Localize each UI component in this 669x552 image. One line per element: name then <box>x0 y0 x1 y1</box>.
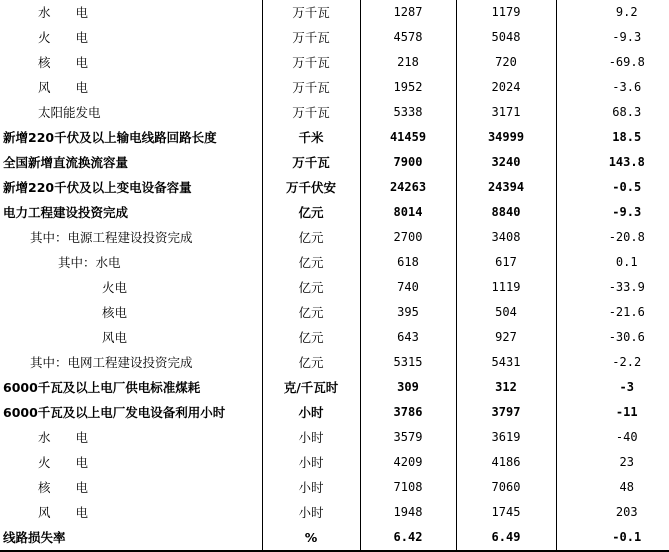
table-row <box>0 50 669 75</box>
row-label: 风电 <box>102 330 128 345</box>
table-row <box>0 225 669 250</box>
row-label: 火 电 <box>38 30 89 45</box>
change-percent: -3 <box>556 375 669 400</box>
value-previous: 3171 <box>456 100 556 125</box>
unit-cell: 万千瓦 <box>262 150 360 175</box>
row-label: 线路损失率 <box>0 525 262 551</box>
change-percent: -21.6 <box>556 300 669 325</box>
row-label: 核 电 <box>38 55 89 70</box>
value-previous: 1179 <box>456 0 556 25</box>
change-percent: -30.6 <box>556 325 669 350</box>
change-percent: -0.5 <box>556 175 669 200</box>
row-label: 新增220千伏及以上变电设备容量 <box>3 180 192 195</box>
value-previous: 720 <box>456 50 556 75</box>
unit-cell: 万千瓦 <box>262 0 360 25</box>
table-row <box>0 500 669 525</box>
unit-cell: % <box>262 525 360 551</box>
value-previous: 3240 <box>456 150 556 175</box>
value-previous: 7060 <box>456 475 556 500</box>
value-current: 4578 <box>360 25 456 50</box>
row-label: 太阳能发电 <box>38 105 101 120</box>
value-current: 218 <box>360 50 456 75</box>
value-previous: 6.49 <box>456 525 556 551</box>
value-current: 643 <box>360 325 456 350</box>
unit-cell: 万千伏安 <box>262 175 360 200</box>
value-previous: 5048 <box>456 25 556 50</box>
unit-cell: 亿元 <box>262 300 360 325</box>
unit-cell: 小时 <box>262 475 360 500</box>
value-current: 24263 <box>360 175 456 200</box>
change-percent: 9.2 <box>556 0 669 25</box>
value-current: 395 <box>360 300 456 325</box>
row-label: 火电 <box>102 280 128 295</box>
unit-cell: 万千瓦 <box>262 50 360 75</box>
unit-cell: 万千瓦 <box>262 75 360 100</box>
unit-cell: 小时 <box>262 450 360 475</box>
value-current: 618 <box>360 250 456 275</box>
row-label: 6000千瓦及以上电厂发电设备利用小时 <box>3 405 226 420</box>
table-row <box>0 250 669 275</box>
table-row <box>0 350 669 375</box>
change-percent: 18.5 <box>556 125 669 150</box>
row-label: 其中：电源工程建设投资完成 <box>30 230 193 245</box>
table-row <box>0 300 669 325</box>
row-label: 其中：水电 <box>58 255 121 270</box>
table-row <box>0 425 669 450</box>
unit-cell: 亿元 <box>262 225 360 250</box>
value-current: 1287 <box>360 0 456 25</box>
unit-cell: 小时 <box>262 500 360 525</box>
change-percent: -33.9 <box>556 275 669 300</box>
change-percent: -2.2 <box>556 350 669 375</box>
unit-cell: 亿元 <box>262 200 360 225</box>
value-current: 7108 <box>360 475 456 500</box>
table-row <box>0 100 669 125</box>
change-percent: 0.1 <box>556 250 669 275</box>
change-percent: -0.1 <box>556 525 669 551</box>
unit-cell: 小时 <box>262 425 360 450</box>
value-current: 309 <box>360 375 456 400</box>
value-previous: 927 <box>456 325 556 350</box>
unit-cell: 万千瓦 <box>262 25 360 50</box>
row-label: 其中：电网工程建设投资完成 <box>30 355 193 370</box>
row-label: 核 电 <box>38 480 89 495</box>
value-current: 3786 <box>360 400 456 425</box>
value-current: 5315 <box>360 350 456 375</box>
change-percent: 48 <box>556 475 669 500</box>
table-row <box>0 175 669 200</box>
unit-cell: 千米 <box>262 125 360 150</box>
value-previous: 5431 <box>456 350 556 375</box>
unit-cell: 亿元 <box>262 350 360 375</box>
table-row <box>0 200 669 225</box>
unit-cell: 亿元 <box>262 325 360 350</box>
row-label: 6000千瓦及以上电厂供电标准煤耗 <box>3 380 201 395</box>
value-previous: 504 <box>456 300 556 325</box>
value-current: 41459 <box>360 125 456 150</box>
unit-cell: 万千瓦 <box>262 100 360 125</box>
change-percent: 203 <box>556 500 669 525</box>
table-row <box>0 475 669 500</box>
row-label: 水 电 <box>38 5 89 20</box>
table-row <box>0 400 669 425</box>
unit-cell: 小时 <box>262 400 360 425</box>
value-current: 6.42 <box>360 525 456 551</box>
value-previous: 2024 <box>456 75 556 100</box>
table-row <box>0 125 669 150</box>
value-previous: 8840 <box>456 200 556 225</box>
unit-cell: 亿元 <box>262 250 360 275</box>
value-previous: 617 <box>456 250 556 275</box>
value-current: 3579 <box>360 425 456 450</box>
row-label: 全国新增直流换流容量 <box>3 155 129 170</box>
table-row <box>0 525 669 551</box>
change-percent: -9.3 <box>556 200 669 225</box>
table-row <box>0 375 669 400</box>
unit-cell: 克/千瓦时 <box>262 375 360 400</box>
unit-cell: 亿元 <box>262 275 360 300</box>
table-row <box>0 450 669 475</box>
value-previous: 1745 <box>456 500 556 525</box>
table-row <box>0 275 669 300</box>
value-previous: 312 <box>456 375 556 400</box>
table-row <box>0 0 669 25</box>
table-row <box>0 75 669 100</box>
value-current: 1952 <box>360 75 456 100</box>
value-current: 4209 <box>360 450 456 475</box>
change-percent: 68.3 <box>556 100 669 125</box>
value-previous: 1119 <box>456 275 556 300</box>
value-previous: 34999 <box>456 125 556 150</box>
row-label: 电力工程建设投资完成 <box>3 205 129 220</box>
change-percent: -20.8 <box>556 225 669 250</box>
change-percent: -9.3 <box>556 25 669 50</box>
change-percent: 23 <box>556 450 669 475</box>
value-previous: 4186 <box>456 450 556 475</box>
value-current: 7900 <box>360 150 456 175</box>
value-current: 8014 <box>360 200 456 225</box>
value-current: 5338 <box>360 100 456 125</box>
value-previous: 24394 <box>456 175 556 200</box>
table-row <box>0 25 669 50</box>
table-row <box>0 150 669 175</box>
row-label: 风 电 <box>38 505 89 520</box>
value-previous: 3797 <box>456 400 556 425</box>
value-current: 2700 <box>360 225 456 250</box>
change-percent: 143.8 <box>556 150 669 175</box>
table-row <box>0 325 669 350</box>
value-current: 1948 <box>360 500 456 525</box>
change-percent: -69.8 <box>556 50 669 75</box>
change-percent: -11 <box>556 400 669 425</box>
row-label: 水 电 <box>38 430 89 445</box>
change-percent: -40 <box>556 425 669 450</box>
value-previous: 3408 <box>456 225 556 250</box>
row-label: 火 电 <box>38 455 89 470</box>
value-previous: 3619 <box>456 425 556 450</box>
change-percent: -3.6 <box>556 75 669 100</box>
value-current: 740 <box>360 275 456 300</box>
row-label: 新增220千伏及以上输电线路回路长度 <box>3 130 217 145</box>
row-label: 核电 <box>102 305 128 320</box>
row-label: 风 电 <box>38 80 89 95</box>
